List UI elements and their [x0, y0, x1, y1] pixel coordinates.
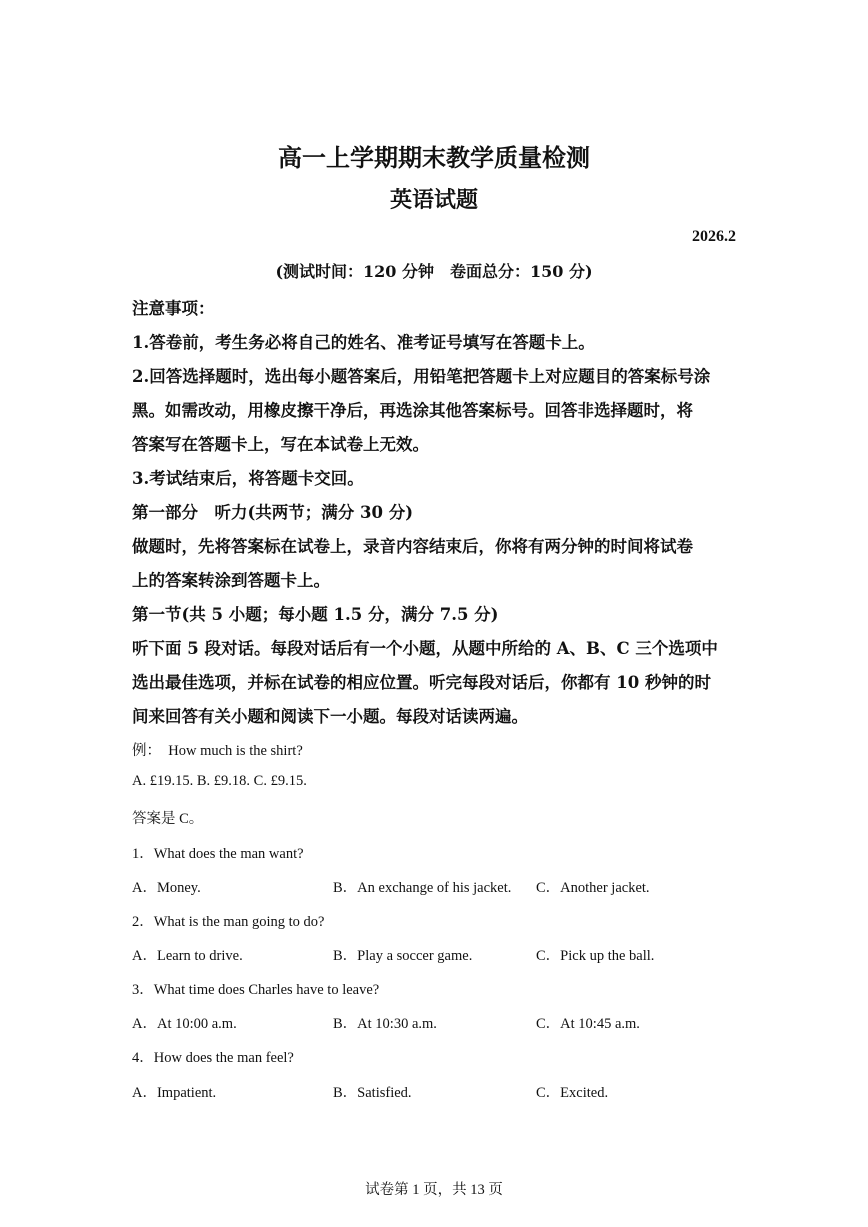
question-2-option-a: A．Learn to drive.	[132, 948, 243, 964]
question-3-option-b: B．At 10:30 a.m.	[333, 1016, 437, 1032]
question-3-option-a: A．At 10:00 a.m.	[132, 1016, 237, 1032]
question-1-option-a: A．Money.	[132, 880, 201, 896]
question-4-option-b: B．Satisfied.	[333, 1085, 412, 1101]
question-4-option-c: C．Excited.	[536, 1085, 609, 1101]
question-1-option-c: C．Another jacket.	[536, 880, 650, 896]
part1-heading: 第一部分 听力(共两节；满分 30 分)	[132, 503, 414, 522]
question-1-stem: 1．What does the man want?	[132, 846, 304, 862]
part1-intro-line-1: 做题时，先将答案标在试卷上，录音内容结束后，你将有两分钟的时间将试卷	[132, 537, 693, 556]
question-3-stem: 3．What time does Charles have to leave?	[132, 982, 380, 998]
exam-date: 2026.2	[692, 228, 736, 245]
question-2-option-b: B．Play a soccer game.	[333, 948, 473, 964]
notice-item-2-line-1: 2.回答选择题时，选出每小题答案后，用铅笔把答题卡上对应题目的答案标号涂	[132, 367, 711, 386]
question-3-option-c: C．At 10:45 a.m.	[536, 1016, 640, 1032]
example-answer: 答案是 C。	[132, 811, 204, 827]
notice-item-2-line-2: 黑。如需改动，用橡皮擦干净后，再选涂其他答案标号。回答非选择题时，将	[132, 401, 693, 420]
page-subtitle: 英语试题	[389, 187, 478, 213]
example-options: A. £19.15. B. £9.18. C. £9.15.	[132, 773, 307, 789]
question-2-option-c: C．Pick up the ball.	[536, 948, 655, 964]
notice-item-2-line-3: 答案写在答题卡上，写在本试卷上无效。	[132, 435, 429, 454]
notice-item-1: 1.答卷前，考生务必将自己的姓名、准考证号填写在答题卡上。	[132, 333, 595, 352]
question-4-option-a: A．Impatient.	[132, 1085, 217, 1101]
section1-intro-line-2: 选出最佳选项，并标在试卷的相应位置。听完每段对话后，你都有 10 秒钟的时	[132, 673, 711, 692]
section1-heading: 第一节(共 5 小题；每小题 1.5 分，满分 7.5 分)	[132, 605, 499, 624]
notice-heading: 注意事项：	[132, 299, 215, 318]
page-title: 高一上学期期末教学质量检测	[278, 143, 590, 172]
section1-intro-line-1: 听下面 5 段对话。每段对话后有一个小题，从题中所给的 A、B、C 三个选项中	[132, 639, 718, 658]
exam-info: (测试时间：120 分钟 卷面总分：150 分)	[275, 262, 593, 281]
question-2-stem: 2．What is the man going to do?	[132, 914, 325, 930]
question-4-stem: 4．How does the man feel?	[132, 1050, 294, 1066]
notice-item-3: 3.考试结束后，将答题卡交回。	[132, 469, 364, 488]
page-footer: 试卷第 1 页，共 13 页	[365, 1182, 503, 1198]
example-question: 例： How much is the shirt?	[132, 743, 303, 759]
question-1-option-b: B．An exchange of his jacket.	[333, 880, 512, 896]
part1-intro-line-2: 上的答案转涂到答题卡上。	[132, 571, 330, 590]
section1-intro-line-3: 间来回答有关小题和阅读下一小题。每段对话读两遍。	[132, 707, 528, 726]
